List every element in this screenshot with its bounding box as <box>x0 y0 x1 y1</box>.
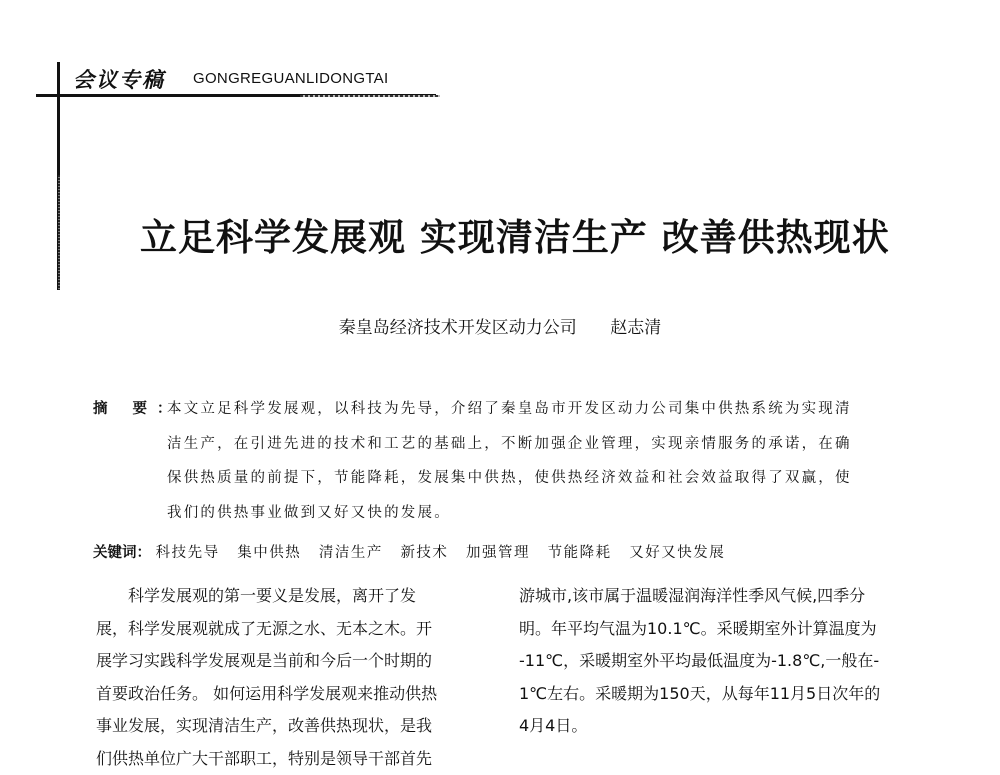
abstract-line: 我们的供热事业做到又好又快的发展。 <box>167 496 923 531</box>
body-line: 展，科学发展观就成了无源之水、无本之木。开 <box>96 613 486 646</box>
body-column-left <box>96 580 486 775</box>
header-horizontal-rule-fade <box>300 95 440 97</box>
keyword: 加强管理 <box>466 545 530 561</box>
body-line: 展学习实践科学发展观是当前和今后一个时期的 <box>96 645 486 678</box>
keyword: 清洁生产 <box>319 545 383 561</box>
abstract-body <box>167 392 923 530</box>
abstract-label: 摘 要： <box>93 392 182 427</box>
keyword: 科技先导 <box>156 545 220 561</box>
body-column-right <box>519 580 919 743</box>
keyword: 集中供热 <box>237 545 301 561</box>
body-line: -11℃，采暖期室外平均最低温度为-1.8℃,一般在- <box>519 645 919 678</box>
abstract-line: 本文立足科学发展观，以科技为先导，介绍了秦皇岛市开发区动力公司集中供热系统为实现清 <box>167 392 923 427</box>
body-line: 们供热单位广大干部职工，特别是领导干部首先 <box>96 743 486 775</box>
body-line: 首要政治任务。 如何运用科学发展观来推动供热 <box>96 678 486 711</box>
keyword: 又好又快发展 <box>629 545 725 561</box>
article-title: 立足科学发展观 实现清洁生产 改善供热现状 <box>140 207 870 261</box>
keyword: 节能降耗 <box>548 545 612 561</box>
keywords <box>93 541 738 562</box>
affiliation: 秦皇岛经济技术开发区动力公司 <box>339 318 577 338</box>
abstract-line: 洁生产，在引进先进的技术和工艺的基础上，不断加强企业管理，实现亲情服务的承诺，在确 <box>167 427 923 462</box>
abstract-line: 保供热质量的前提下，节能降耗，发展集中供热，使供热经济效益和社会效益取得了双赢，使 <box>167 461 923 496</box>
body-line: 1℃左右。采暖期为150天，从每年11月5日次年的 <box>519 678 919 711</box>
abstract <box>93 392 923 530</box>
author-name: 赵志清 <box>610 318 661 338</box>
keywords-label: 关键词： <box>93 545 151 561</box>
keyword: 新技术 <box>400 545 448 561</box>
body-line: 明。年平均气温为10.1℃。采暖期室外计算温度为 <box>519 613 919 646</box>
body-line: 科学发展观的第一要义是发展，离开了发 <box>96 580 486 613</box>
body-line: 4月4日。 <box>519 710 919 743</box>
section-label-en: GONGREGUANLIDONGTAI <box>193 70 388 87</box>
author-line <box>0 313 1000 338</box>
header-vertical-rule-tail <box>58 175 60 290</box>
body-line: 事业发展，实现清洁生产，改善供热现状，是我 <box>96 710 486 743</box>
section-label-cn: 会议专稿 <box>73 64 165 94</box>
body-line: 游城市,该市属于温暖湿润海洋性季风气候,四季分 <box>519 580 919 613</box>
